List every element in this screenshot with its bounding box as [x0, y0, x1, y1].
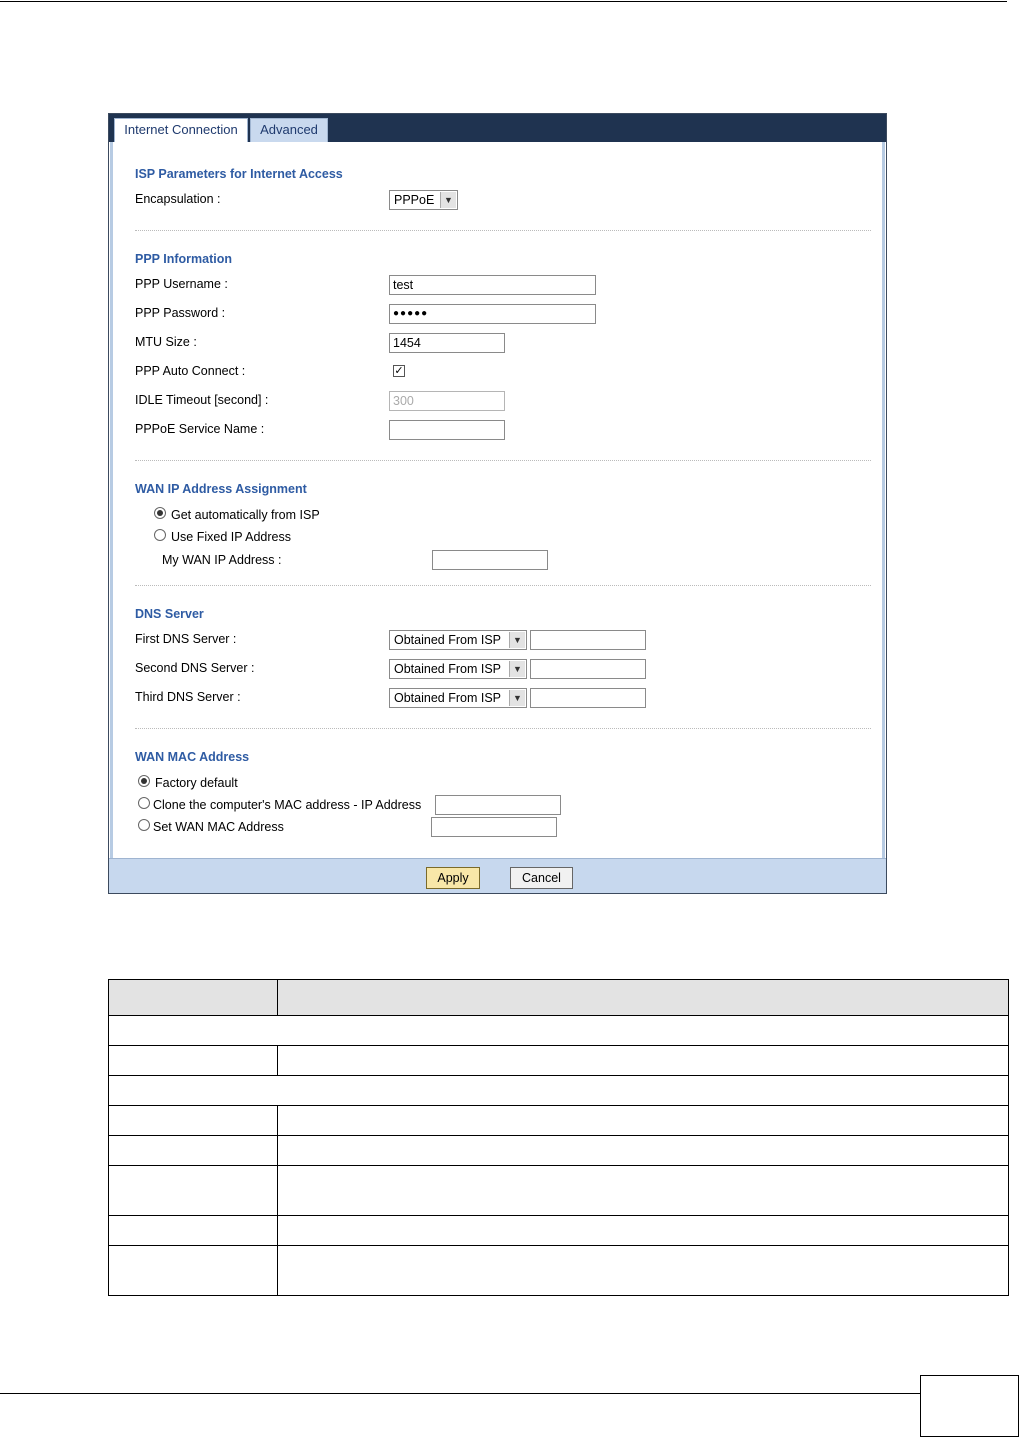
- ppp-auto-connect-checkbox[interactable]: [393, 365, 405, 377]
- table-cell: [109, 1046, 278, 1076]
- section-divider: [135, 230, 871, 231]
- ppp-username-label: PPP Username :: [135, 277, 228, 291]
- table-cell: [278, 1246, 1009, 1296]
- second-dns-mode: Obtained From ISP: [394, 662, 501, 676]
- table-cell: [278, 1106, 1009, 1136]
- mac-factory-default-label: Factory default: [155, 776, 238, 790]
- wan-ip-fixed-radio[interactable]: [154, 529, 166, 541]
- ppp-auto-connect-label: PPP Auto Connect :: [135, 364, 246, 378]
- chevron-down-icon: ▼: [509, 661, 525, 677]
- chevron-down-icon: ▼: [509, 632, 525, 648]
- tab-advanced[interactable]: Advanced: [250, 118, 328, 142]
- first-dns-input[interactable]: [530, 630, 646, 650]
- table-cell: [278, 1166, 1009, 1216]
- first-dns-mode: Obtained From ISP: [394, 633, 501, 647]
- second-dns-input[interactable]: [530, 659, 646, 679]
- idle-timeout-label: IDLE Timeout [second] :: [135, 393, 269, 407]
- page-number-box: [920, 1375, 1019, 1437]
- encapsulation-label: Encapsulation :: [135, 192, 221, 206]
- table-cell: [109, 1166, 278, 1216]
- page-bottom-rule: [0, 1393, 920, 1394]
- third-dns-select[interactable]: [389, 688, 527, 708]
- chevron-down-icon: ▼: [509, 690, 525, 706]
- idle-timeout-input[interactable]: 300: [389, 391, 505, 411]
- table-cell: [109, 1136, 278, 1166]
- table-header-row: [109, 980, 1009, 1016]
- table-header-cell: [278, 980, 1009, 1016]
- mac-set-radio[interactable]: [138, 819, 150, 831]
- table-row: [109, 1136, 1009, 1166]
- ppp-password-input[interactable]: ●●●●●: [389, 304, 596, 324]
- table-cell: [109, 1246, 278, 1296]
- second-dns-label: Second DNS Server :: [135, 661, 255, 675]
- encapsulation-value: PPPoE: [394, 193, 435, 207]
- button-bar: [109, 858, 886, 893]
- wan-ip-section-title: WAN IP Address Assignment: [135, 482, 307, 496]
- mac-set-label: Set WAN MAC Address: [153, 820, 284, 834]
- second-dns-select[interactable]: [389, 659, 527, 679]
- table-cell: [109, 1216, 278, 1246]
- mtu-size-label: MTU Size :: [135, 335, 197, 349]
- router-config-window: [108, 113, 887, 894]
- tab-bar: [109, 114, 886, 142]
- pppoe-service-name-label: PPPoE Service Name :: [135, 422, 265, 436]
- mac-clone-label: Clone the computer's MAC address - IP Address: [153, 798, 422, 812]
- page-top-rule: [0, 1, 1007, 2]
- encapsulation-select[interactable]: [389, 190, 458, 210]
- section-divider: [135, 460, 871, 461]
- pppoe-service-name-input[interactable]: [389, 420, 505, 440]
- my-wan-ip-input[interactable]: [432, 550, 548, 570]
- mtu-size-input[interactable]: 1454: [389, 333, 505, 353]
- wan-ip-auto-label: Get automatically from ISP: [171, 508, 320, 522]
- table-cell: [109, 1106, 278, 1136]
- section-divider: [135, 585, 871, 586]
- field-description-table: [108, 979, 1009, 1296]
- first-dns-select[interactable]: [389, 630, 527, 650]
- ppp-password-label: PPP Password :: [135, 306, 226, 320]
- ppp-username-input[interactable]: test: [389, 275, 596, 295]
- cancel-button[interactable]: Cancel: [510, 867, 573, 889]
- table-cell: [278, 1216, 1009, 1246]
- wan-ip-fixed-label: Use Fixed IP Address: [171, 530, 291, 544]
- table-row: [109, 1076, 1009, 1106]
- mac-set-input[interactable]: [431, 817, 557, 837]
- chevron-down-icon: ▼: [440, 192, 456, 208]
- table-row: [109, 1046, 1009, 1076]
- checkmark-icon: ✓: [394, 365, 404, 377]
- table-cell: [278, 1046, 1009, 1076]
- table-row: [109, 1106, 1009, 1136]
- dns-section-title: DNS Server: [135, 607, 204, 621]
- table-row: [109, 1246, 1009, 1296]
- table-row: [109, 1166, 1009, 1216]
- first-dns-label: First DNS Server :: [135, 632, 237, 646]
- settings-panel: [110, 142, 885, 858]
- wan-mac-section-title: WAN MAC Address: [135, 750, 250, 764]
- third-dns-input[interactable]: [530, 688, 646, 708]
- table-row: [109, 1216, 1009, 1246]
- table-header-cell: [109, 980, 278, 1016]
- tab-internet-connection[interactable]: Internet Connection: [114, 118, 248, 142]
- section-divider: [135, 728, 871, 729]
- wan-ip-auto-radio[interactable]: [154, 507, 166, 519]
- apply-button[interactable]: Apply: [426, 867, 480, 889]
- isp-section-title: ISP Parameters for Internet Access: [135, 167, 343, 181]
- my-wan-ip-label: My WAN IP Address :: [162, 553, 282, 567]
- mac-clone-radio[interactable]: [138, 797, 150, 809]
- mac-clone-ip-input[interactable]: [435, 795, 561, 815]
- mac-factory-default-radio[interactable]: [138, 775, 150, 787]
- table-row: [109, 1016, 1009, 1046]
- table-cell: [109, 1016, 1009, 1046]
- table-cell: [109, 1076, 1009, 1106]
- third-dns-label: Third DNS Server :: [135, 690, 241, 704]
- ppp-section-title: PPP Information: [135, 252, 233, 266]
- table-cell: [278, 1136, 1009, 1166]
- third-dns-mode: Obtained From ISP: [394, 691, 501, 705]
